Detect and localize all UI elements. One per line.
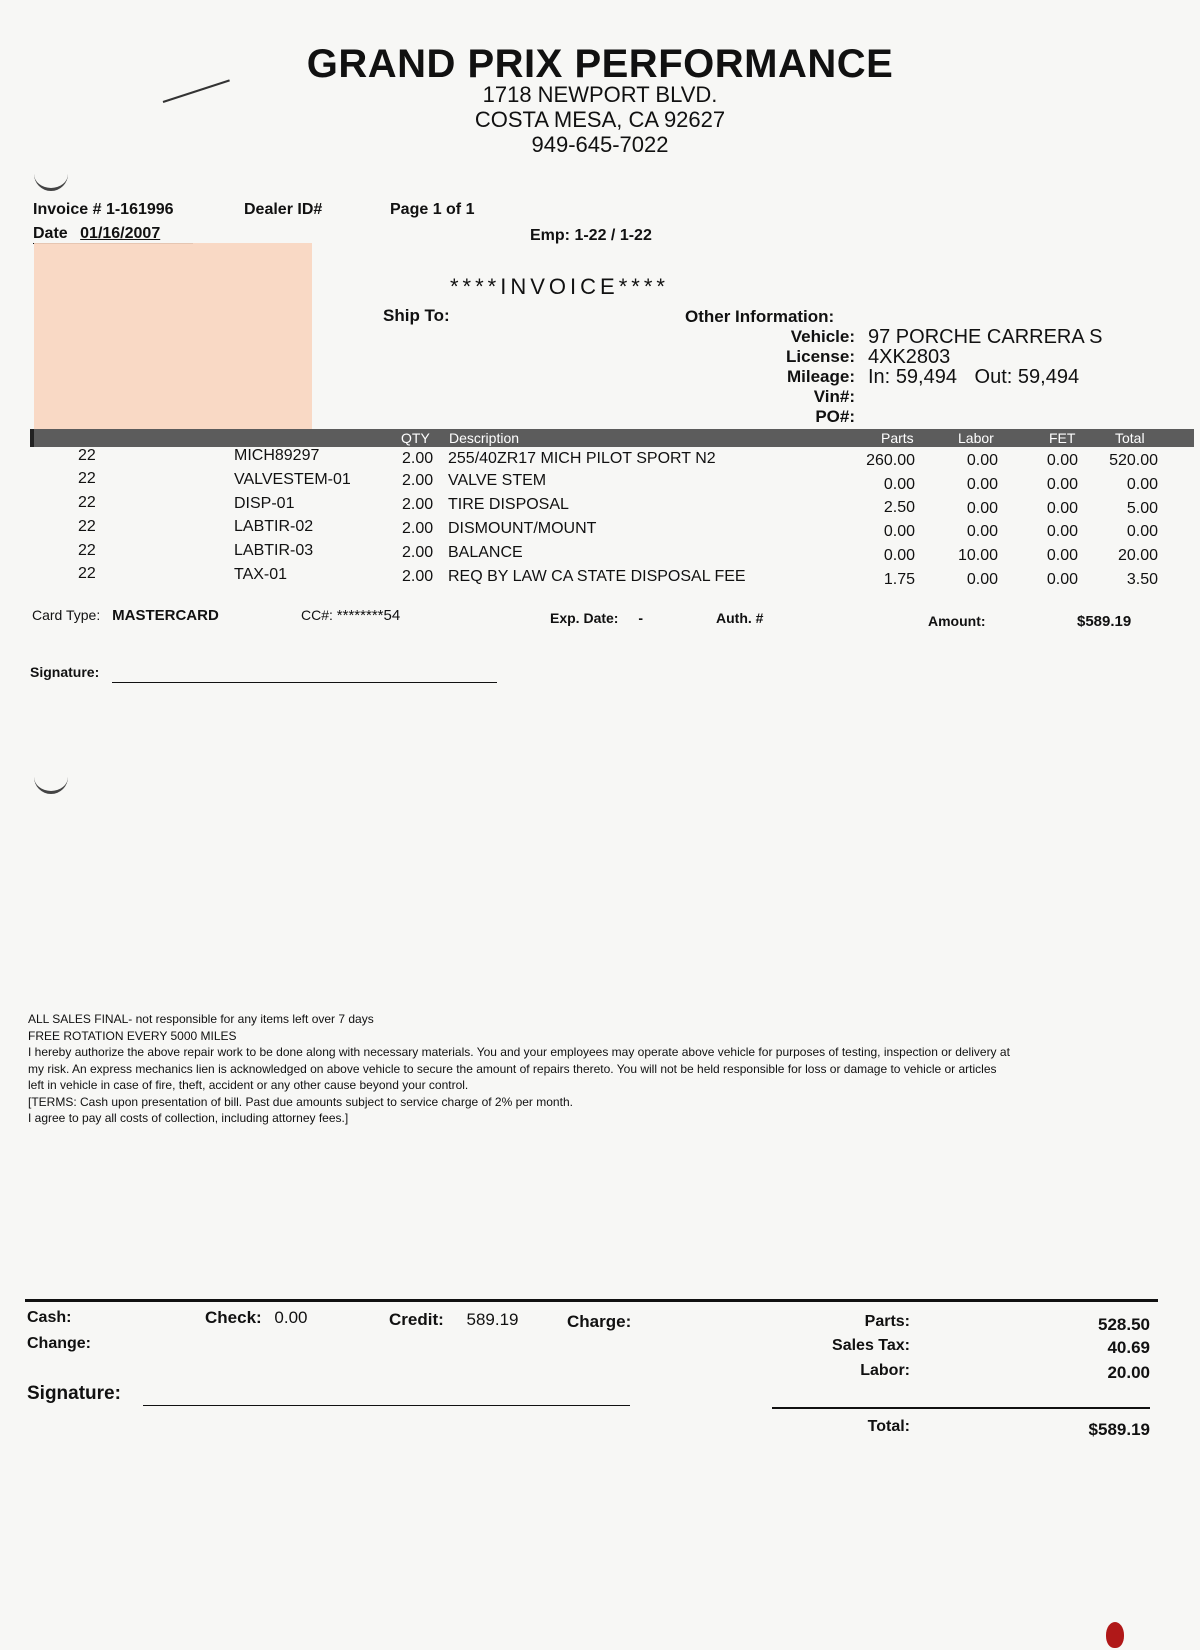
row-tech: 22: [78, 494, 96, 511]
change-label: Change:: [27, 1335, 91, 1352]
row-labor: 0.00: [966, 500, 998, 517]
invoice-date: [33, 225, 160, 243]
grand-total-label: Total:: [867, 1418, 910, 1435]
row-labor: 0.00: [966, 476, 998, 493]
terms-line: my risk. An express mechanics lien is acknowledged on above vehicle to secure the amount of repairs thereto. You will not be held responsible for loss or damage to vehicle or articles: [28, 1061, 997, 1076]
redacted-customer-info: [34, 243, 312, 443]
exp-date: [550, 610, 643, 626]
cc-label: CC#:: [301, 607, 333, 623]
ink-stain: [1106, 1622, 1124, 1648]
terms-line: ALL SALES FINAL- not responsible for any items left over 7 days: [28, 1012, 374, 1026]
row-description: DISMOUNT/MOUNT: [448, 520, 597, 537]
row-tech: 22: [78, 518, 96, 535]
final-signature-label: Signature:: [27, 1383, 121, 1404]
emp-value: 1-22 / 1-22: [574, 227, 652, 244]
mileage-values: [868, 366, 1079, 389]
exp-label: Exp. Date:: [550, 610, 619, 626]
row-qty: 2.00: [402, 450, 434, 467]
credit-field: [389, 1310, 519, 1330]
row-tech: 22: [78, 470, 96, 487]
exp-value: -: [638, 610, 644, 626]
row-description: VALVE STEM: [448, 472, 547, 489]
row-fet: 0.00: [1046, 547, 1078, 564]
mileage-out-value: 59,494: [1017, 366, 1080, 388]
row-labor: 10.00: [957, 547, 998, 564]
auth-label: Auth. #: [716, 610, 764, 626]
col-description-header: Description: [449, 430, 520, 446]
card-signature-label: Signature:: [30, 664, 100, 680]
labor-total-value: 20.00: [1107, 1363, 1150, 1382]
invoice-label: Invoice #: [33, 201, 102, 218]
sales-tax-label: Sales Tax:: [832, 1337, 910, 1354]
check-field: [205, 1308, 308, 1328]
mileage-out-label: Out:: [974, 366, 1013, 388]
row-qty: 2.00: [402, 544, 434, 561]
cc-value: ********54: [336, 607, 401, 624]
row-parts: 0.00: [883, 476, 915, 493]
grand-total-value: $589.19: [1088, 1420, 1150, 1439]
cash-label: Cash:: [27, 1309, 72, 1326]
row-qty: 2.00: [402, 568, 434, 585]
row-total: 0.00: [1126, 476, 1158, 493]
mileage-in-label: In:: [868, 366, 891, 388]
total-rule: [772, 1407, 1150, 1409]
mileage-in-value: 59,494: [895, 366, 957, 388]
card-type-value: MASTERCARD: [112, 607, 219, 624]
other-info-heading: Other Information:: [685, 307, 835, 326]
row-parts: 260.00: [866, 452, 915, 469]
terms-line: left in vehicle in case of fire, theft, accident or any other cause beyond your control.: [28, 1078, 469, 1092]
terms-block: [28, 1011, 1158, 1127]
row-total: 0.00: [1126, 523, 1158, 540]
row-fet: 0.00: [1046, 523, 1078, 540]
check-label: Check:: [205, 1308, 262, 1327]
parts-total-label: Parts:: [864, 1313, 910, 1330]
row-qty: 2.00: [402, 496, 434, 513]
row-total: 520.00: [1109, 452, 1158, 469]
mileage-label: Mileage:: [786, 367, 855, 386]
row-fet: 0.00: [1046, 500, 1078, 517]
invoice-title: ****INVOICE****: [450, 274, 669, 299]
card-type: [32, 607, 219, 624]
row-description: 255/40ZR17 MICH PILOT SPORT N2: [448, 450, 716, 467]
employee-info: [530, 227, 652, 245]
row-description: TIRE DISPOSAL: [448, 496, 569, 513]
date-value: 01/16/2007: [80, 225, 161, 242]
col-parts-header: Parts: [881, 430, 914, 446]
col-qty-header: QTY: [401, 430, 430, 446]
row-description: BALANCE: [448, 544, 523, 561]
dealer-id-label: Dealer ID#: [244, 201, 323, 218]
parts-total-value: 528.50: [1098, 1315, 1150, 1334]
row-description: REQ BY LAW CA STATE DISPOSAL FEE: [448, 568, 746, 585]
row-total: 3.50: [1126, 571, 1158, 588]
row-code: TAX-01: [234, 566, 288, 583]
row-labor: 0.00: [966, 452, 998, 469]
table-header-bar: [30, 429, 1194, 447]
company-phone: 949-645-7022: [531, 132, 669, 157]
row-tech: 22: [78, 565, 96, 582]
amount-value: $589.19: [1077, 613, 1132, 630]
row-qty: 2.00: [402, 520, 434, 537]
row-parts: 1.75: [883, 571, 915, 588]
invoice-value: 1-161996: [105, 201, 174, 218]
company-address-line2: COSTA MESA, CA 92627: [474, 107, 726, 132]
credit-value: 589.19: [466, 1310, 519, 1329]
vehicle-label: Vehicle:: [790, 327, 855, 346]
row-fet: 0.00: [1046, 452, 1078, 469]
card-signature-line[interactable]: [112, 682, 497, 683]
terms-line: I hereby authorize the above repair work to be done along with necessary materials. You and your employees may operate above vehicle for purposes of testing, inspection or delivery at: [28, 1045, 1010, 1059]
row-code: LABTIR-02: [234, 518, 314, 535]
terms-line: I agree to pay all costs of collection, including attorney fees.]: [28, 1111, 349, 1125]
charge-label: Charge:: [567, 1312, 632, 1331]
row-parts: 0.00: [883, 547, 915, 564]
row-qty: 2.00: [402, 472, 434, 489]
date-label: Date: [33, 225, 68, 242]
row-tech: 22: [78, 447, 96, 464]
punch-hole-icon: [34, 773, 68, 794]
vin-label: Vin#:: [813, 387, 855, 406]
row-code: MICH89297: [234, 447, 320, 464]
credit-label: Credit:: [389, 1310, 444, 1329]
license-label: License:: [786, 347, 855, 366]
cc-number: [301, 607, 400, 624]
card-type-label: Card Type:: [32, 607, 101, 623]
amount-label: Amount:: [928, 613, 986, 629]
row-parts: 0.00: [883, 523, 915, 540]
row-total: 20.00: [1117, 547, 1158, 564]
labor-total-label: Labor:: [860, 1362, 910, 1379]
row-fet: 0.00: [1046, 571, 1078, 588]
ship-to-label: Ship To:: [383, 306, 450, 325]
row-total: 5.00: [1126, 500, 1158, 517]
sales-tax-value: 40.69: [1107, 1338, 1150, 1357]
row-labor: 0.00: [966, 523, 998, 540]
license-value: 4XK2803: [868, 346, 951, 368]
col-labor-header: Labor: [958, 430, 994, 446]
check-value: 0.00: [274, 1308, 308, 1327]
row-code: LABTIR-03: [234, 542, 314, 559]
col-total-header: Total: [1115, 430, 1145, 446]
row-code: VALVESTEM-01: [234, 471, 351, 488]
row-labor: 0.00: [966, 571, 998, 588]
terms-line: [TERMS: Cash upon presentation of bill. Past due amounts subject to service charge of 2% per month.: [28, 1094, 573, 1109]
row-parts: 2.50: [883, 499, 915, 516]
page-indicator: Page 1 of 1: [390, 201, 475, 218]
company-address-line1: 1718 NEWPORT BLVD.: [482, 82, 718, 107]
vehicle-value: 97 PORCHE CARRERA S: [868, 326, 1103, 348]
punch-hole-icon: [34, 170, 68, 191]
emp-label: Emp:: [530, 227, 570, 244]
terms-line: FREE ROTATION EVERY 5000 MILES: [28, 1028, 237, 1043]
row-tech: 22: [78, 542, 96, 559]
invoice-number: [33, 201, 174, 219]
company-name: GRAND PRIX PERFORMANCE: [306, 42, 894, 86]
final-signature-line[interactable]: [143, 1405, 630, 1406]
row-fet: 0.00: [1046, 476, 1078, 493]
col-fet-header: FET: [1049, 430, 1076, 446]
row-code: DISP-01: [234, 495, 295, 512]
totals-divider: [25, 1299, 1158, 1302]
po-label: PO#:: [815, 407, 855, 426]
